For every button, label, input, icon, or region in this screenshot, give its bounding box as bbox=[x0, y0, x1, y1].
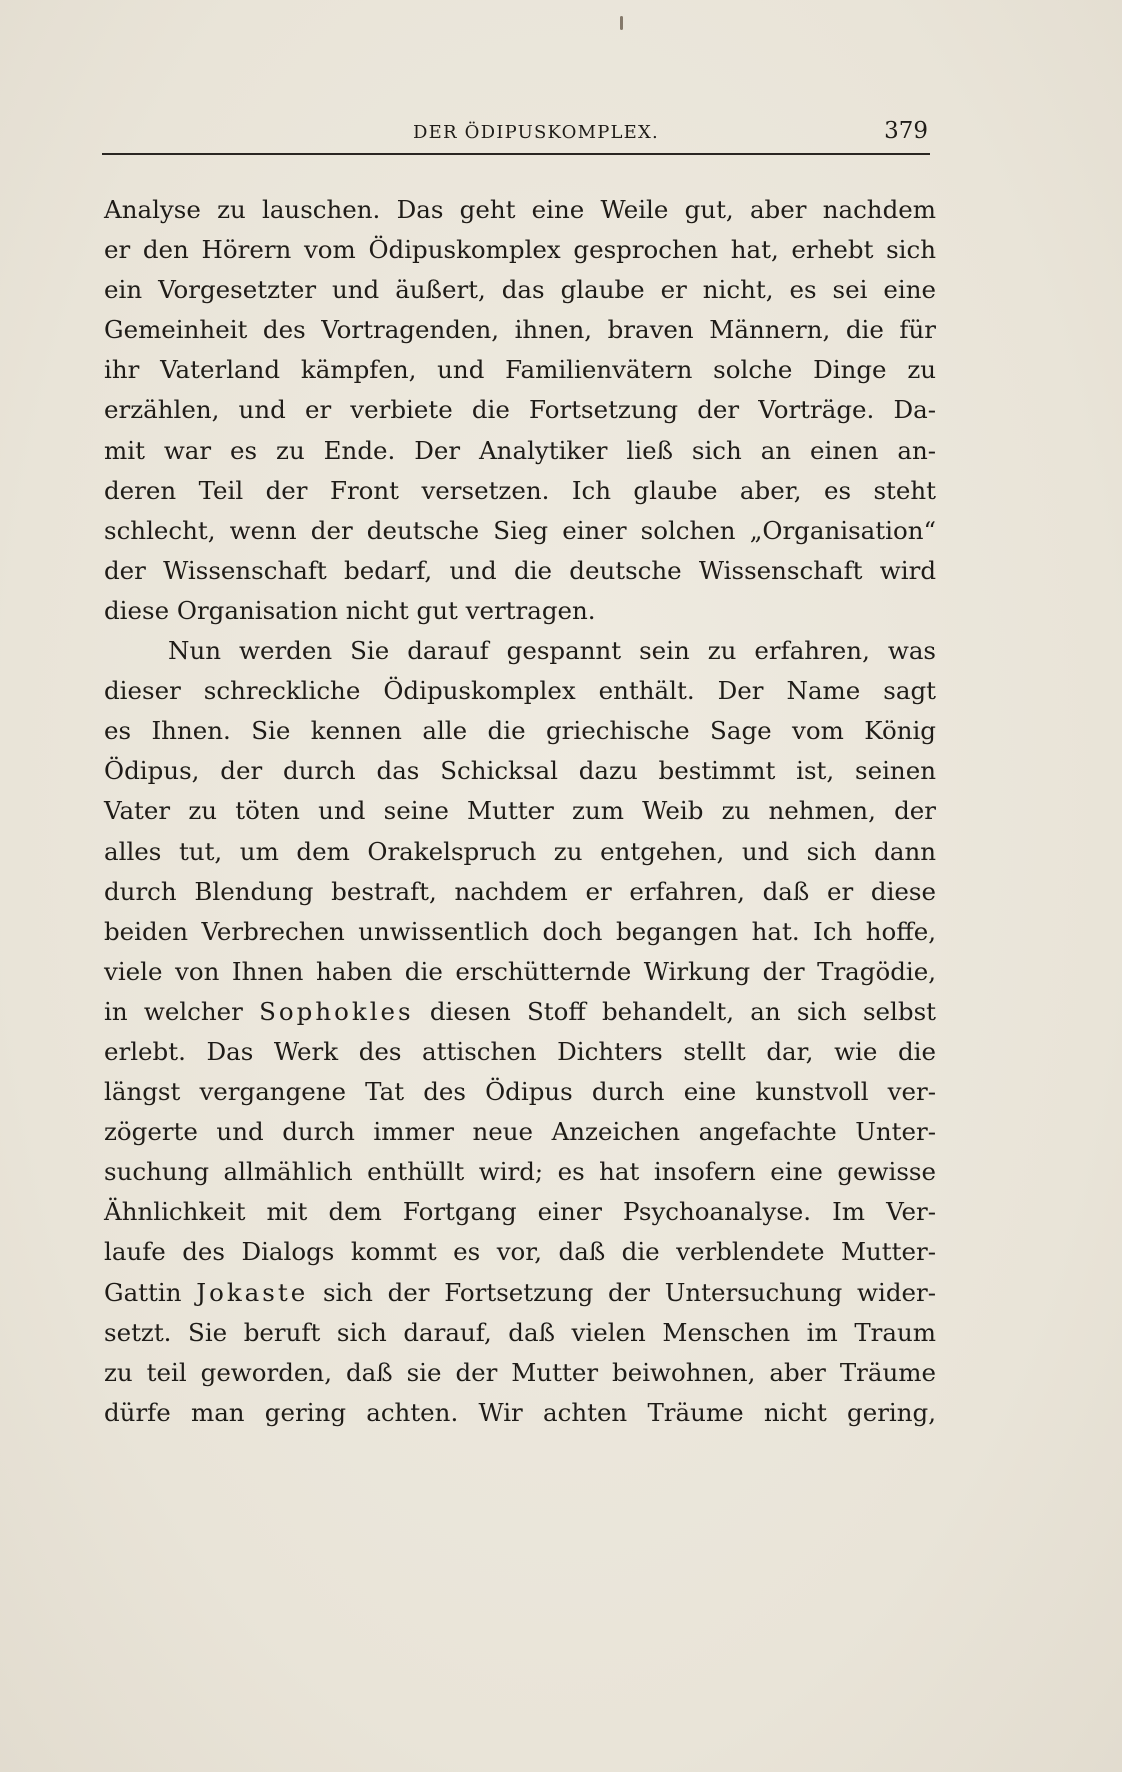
text-line: Analyse zu lauschen. Das geht eine Weile gut, aber nachdem bbox=[104, 195, 936, 224]
text-line: Ödipus, der durch das Schicksal dazu bestimmt ist, seinen bbox=[104, 756, 936, 786]
text-line: suchung allmählich enthüllt wird; es hat insofern eine gewisse bbox=[104, 1157, 936, 1187]
text-line: es Ihnen. Sie kennen alle die griechische Sage vom König bbox=[104, 716, 936, 746]
text-line: laufe des Dialogs kommt es vor, daß die verblendete Mutter- bbox=[104, 1237, 936, 1267]
text-line: Vater zu töten und seine Mutter zum Weib zu nehmen, der bbox=[104, 796, 936, 826]
character-name-spaced: Jokaste bbox=[196, 1277, 309, 1307]
text-line: setzt. Sie beruft sich darauf, daß vielen Menschen im Traum bbox=[104, 1317, 936, 1347]
text-line: deren Teil der Front versetzen. Ich glaube aber, es steht bbox=[104, 475, 936, 505]
text-segment: diesen Stoff behandelt, an sich selbst bbox=[413, 996, 936, 1026]
text-line: Gemeinheit des Vortragenden, ihnen, braven Männern, die für bbox=[104, 315, 936, 345]
text-line: dürfe man gering achten. Wir achten Träume nicht gering, bbox=[104, 1397, 936, 1427]
text-line: erzählen, und er verbiete die Fortsetzung der Vorträge. Da- bbox=[104, 395, 936, 425]
text-line: er den Hörern vom Ödipuskomplex gesprochen hat, erhebt sich bbox=[104, 235, 936, 265]
text-line: ein Vorgesetzter und äußert, das glaube er nicht, es sei eine bbox=[104, 275, 936, 305]
text-line: erlebt. Das Werk des attischen Dichters stellt dar, wie die bbox=[104, 1036, 936, 1066]
text-line: durch Blendung bestraft, nachdem er erfahren, daß er diese bbox=[104, 876, 936, 906]
header-rule bbox=[102, 153, 930, 155]
body-text bbox=[104, 190, 936, 1433]
text-line: längst vergangene Tat des Ödipus durch eine kunstvoll ver- bbox=[104, 1077, 936, 1107]
text-line: ihr Vaterland kämpfen, und Familienvätern solche Dinge zu bbox=[104, 355, 936, 385]
text-line: viele von Ihnen haben die erschütternde Wirkung der Tragödie, bbox=[104, 956, 936, 986]
paragraph-first-line: Nun werden Sie darauf gespannt sein zu erfahren, was bbox=[168, 636, 936, 666]
author-name-spaced: Sophokles bbox=[259, 996, 414, 1026]
text-line: schlecht, wenn der deutsche Sieg einer solchen „Organisation“ bbox=[104, 515, 936, 545]
text-line bbox=[104, 992, 936, 1032]
text-segment: in welcher bbox=[104, 996, 260, 1026]
page-number: 379 bbox=[884, 118, 928, 144]
text-line bbox=[104, 1273, 936, 1313]
text-line: der Wissenschaft bedarf, und die deutsche Wissenschaft wird bbox=[104, 555, 936, 585]
text-line: mit war es zu Ende. Der Analytiker ließ sich an einen an- bbox=[104, 435, 936, 465]
text-line: zögerte und durch immer neue Anzeichen angefachte Unter- bbox=[104, 1117, 936, 1147]
text-line: diese Organisation nicht gut vertragen. bbox=[104, 595, 596, 625]
running-head bbox=[102, 118, 930, 152]
text-line: zu teil geworden, daß sie der Mutter beiwohnen, aber Träume bbox=[104, 1357, 936, 1387]
text-line: dieser schreckliche Ödipuskomplex enthält. Der Name sagt bbox=[104, 676, 936, 706]
text-segment: Gattin bbox=[104, 1277, 197, 1307]
text-line: Ähnlichkeit mit dem Fortgang einer Psychoanalyse. Im Ver- bbox=[104, 1197, 936, 1227]
text-line: alles tut, um dem Orakelspruch zu entgehen, und sich dann bbox=[104, 836, 936, 866]
text-line: beiden Verbrechen unwissentlich doch begangen hat. Ich hoffe, bbox=[104, 916, 936, 946]
text-segment: sich der Fortsetzung der Untersuchung wider- bbox=[308, 1277, 937, 1307]
ink-fleck bbox=[620, 16, 623, 30]
running-title: DER ÖDIPUSKOMPLEX. bbox=[413, 122, 659, 143]
